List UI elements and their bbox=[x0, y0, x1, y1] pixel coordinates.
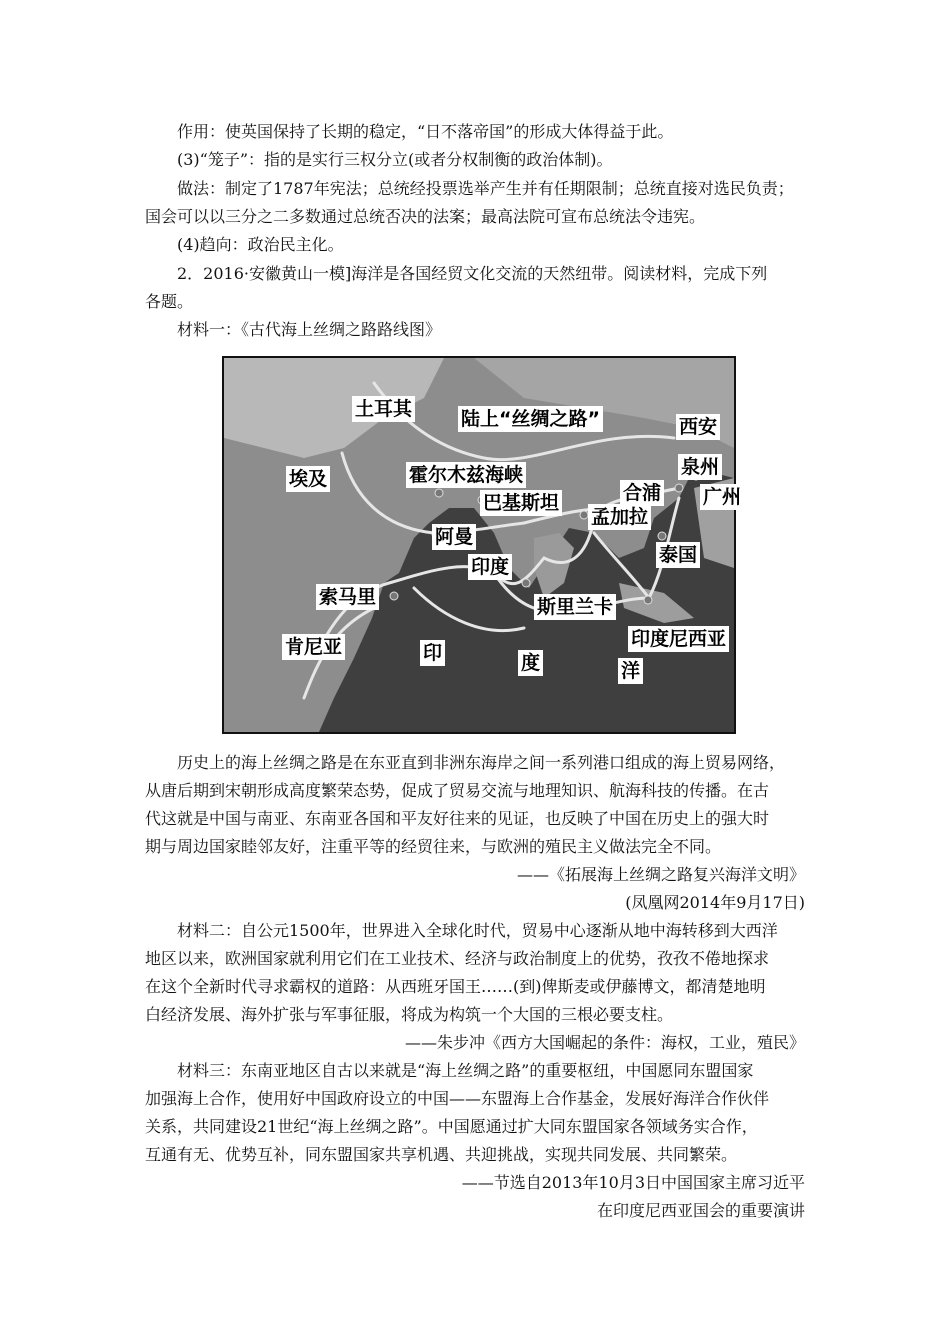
map-label-hepu: 合浦 bbox=[620, 480, 664, 506]
map-label-indonesia: 印度尼西亚 bbox=[628, 626, 729, 652]
history-line2: 从唐后期到宋朝形成高度繁荣态势，促成了贸易交流与地理知识、航海科技的传播。在古 bbox=[145, 781, 770, 800]
material-3-line3: 关系，共同建设21世纪“海上丝绸之路”。中国愿通过扩大同东盟国家各领域务实合作， bbox=[145, 1117, 758, 1136]
map-label-ocean-yin: 印 bbox=[420, 640, 445, 666]
map-label-hormuz: 霍尔木兹海峡 bbox=[406, 462, 526, 488]
map-label-oman: 阿曼 bbox=[432, 524, 476, 550]
map-label-turkey: 土耳其 bbox=[352, 396, 415, 422]
source-3-line2: 在印度尼西亚国会的重要演讲 bbox=[596, 1201, 805, 1220]
history-line3: 代这就是中国与南亚、东南亚各国和平友好往来的见证，也反映了中国在历史上的强大时 bbox=[145, 809, 770, 828]
history-line1: 历史上的海上丝绸之路是在东亚直到非洲东海岸之间一系列港口组成的海上贸易网络， bbox=[177, 753, 786, 772]
map-label-ocean-yang: 洋 bbox=[618, 658, 643, 684]
map-label-ocean-du: 度 bbox=[518, 650, 543, 676]
map-label-bengal: 孟加拉 bbox=[588, 504, 651, 530]
map-label-pakistan: 巴基斯坦 bbox=[480, 490, 562, 516]
source-2: ——朱步冲《西方大国崛起的条件：海权，工业，殖民》 bbox=[404, 1033, 805, 1052]
map-label-quanzhou: 泉州 bbox=[678, 454, 722, 480]
map-label-kenya: 肯尼亚 bbox=[282, 634, 345, 660]
map-label-india: 印度 bbox=[468, 554, 512, 580]
paragraph-method-line1: 做法：制定了1787年宪法；总统经投票选举产生并有任期限制；总统直接对选民负责； bbox=[177, 179, 794, 198]
paragraph-trend: (4)趋向：政治民主化。 bbox=[177, 235, 344, 254]
map-label-thailand: 泰国 bbox=[656, 542, 700, 568]
material-2-line2: 地区以来，欧洲国家就利用它们在工业技术、经济与政治制度上的优势，孜孜不倦地探求 bbox=[145, 949, 770, 968]
map-label-egypt: 埃及 bbox=[286, 466, 330, 492]
material-1-title: 材料一：《古代海上丝绸之路路线图》 bbox=[177, 320, 442, 339]
paragraph-effect: 作用：使英国保持了长期的稳定，“日不落帝国”的形成大体得益于此。 bbox=[177, 122, 674, 141]
paragraph-method-line2: 国会可以以三分之二多数通过总统否决的法案；最高法院可宣布总统法令违宪。 bbox=[145, 207, 706, 226]
map-label-land-silk-road: 陆上“丝绸之路” bbox=[458, 406, 603, 432]
material-2-line4: 白经济发展、海外扩张与军事征服，将成为构筑一个大国的三根必要支柱。 bbox=[145, 1005, 674, 1024]
silk-road-map bbox=[222, 356, 742, 734]
paragraph-cage: (3)“笼子”：指的是实行三权分立(或者分权制衡的政治体制)。 bbox=[177, 150, 613, 169]
question-2-line1: 2．2016·安徽黄山一模]海洋是各国经贸文化交流的天然纽带。阅读材料，完成下列 bbox=[177, 264, 768, 283]
material-3-line2: 加强海上合作，使用好中国政府设立的中国——东盟海上合作基金，发展好海洋合作伙伴 bbox=[145, 1089, 770, 1108]
history-line4: 期与周边国家睦邻友好，注重平等的经贸往来，与欧洲的殖民主义做法完全不同。 bbox=[145, 837, 722, 856]
map-label-srilanka: 斯里兰卡 bbox=[534, 594, 616, 620]
map-label-somalia: 索马里 bbox=[316, 584, 379, 610]
question-2-line2: 各题。 bbox=[145, 292, 194, 311]
material-2-line3: 在这个全新时代寻求霸权的道路：从西班牙国王……(到)俾斯麦或伊藤博文，都清楚地明 bbox=[145, 977, 766, 996]
material-3-line4: 互通有无、优势互补，同东盟国家共享机遇、共迎挑战，实现共同发展、共同繁荣。 bbox=[145, 1145, 738, 1164]
map-label-guangzhou: 广州 bbox=[700, 484, 744, 510]
source-1-title: ——《拓展海上丝绸之路复兴海洋文明》 bbox=[516, 865, 805, 884]
map-label-xian: 西安 bbox=[676, 414, 720, 440]
source-3-line1: ——节选自2013年10月3日中国国家主席习近平 bbox=[461, 1173, 805, 1192]
source-1-date: (凤凰网2014年9月17日) bbox=[625, 893, 805, 912]
material-2-line1: 材料二：自公元1500年，世界进入全球化时代，贸易中心逐渐从地中海转移到大西洋 bbox=[177, 921, 778, 940]
material-3-line1: 材料三：东南亚地区自古以来就是“海上丝绸之路”的重要枢纽，中国愿同东盟国家 bbox=[177, 1061, 754, 1080]
